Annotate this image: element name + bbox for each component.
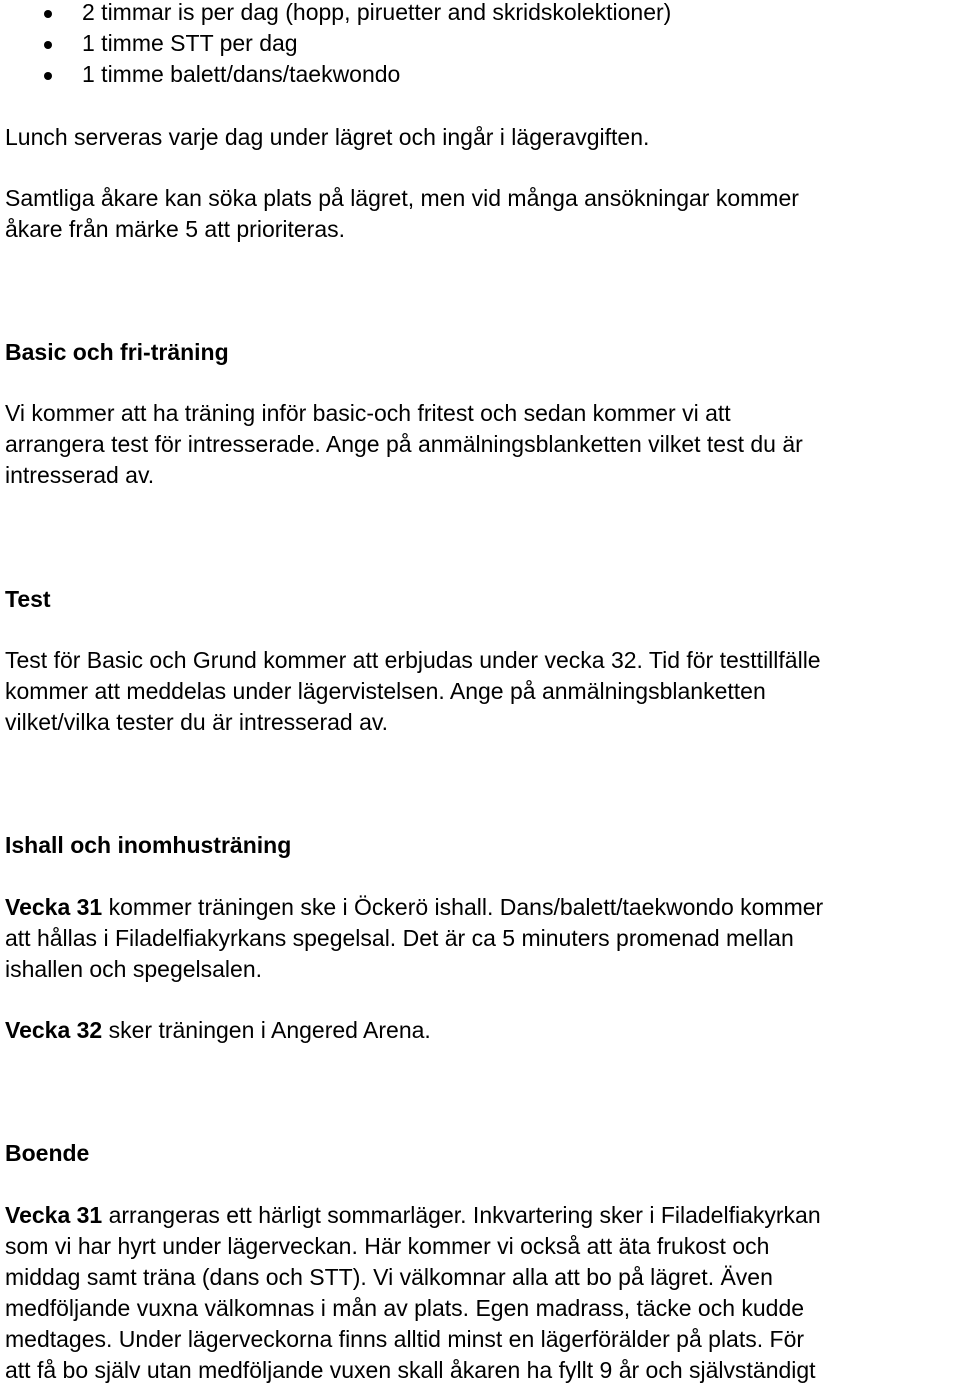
basic-paragraph-line: arrangera test för intresserade. Ange på anmälningsblanketten vilket test du är [5, 431, 803, 457]
list-item: 2 timmar is per dag (hopp, piruetter and skridskolektioner) [82, 0, 672, 25]
week-label: Vecka 31 [5, 894, 103, 920]
list-item: 1 timme balett/dans/taekwondo [82, 61, 401, 87]
ishall-text: sker träningen i Angered Arena. [102, 1017, 431, 1043]
boende-paragraph-line [5, 1200, 821, 1231]
boende-paragraph-line: middag samt träna (dans och STT). Vi välkomnar alla att bo på lägret. Även [5, 1264, 773, 1290]
priority-paragraph-line: åkare från märke 5 att prioriteras. [5, 216, 346, 242]
basic-paragraph-line: Vi kommer att ha träning inför basic-och fritest och sedan kommer vi att [5, 400, 731, 426]
test-paragraph-line: Test för Basic och Grund kommer att erbjudas under vecka 32. Tid för testtillfälle [5, 647, 821, 673]
section-heading-basic: Basic och fri-träning [5, 339, 229, 365]
bullet-dot [44, 10, 52, 18]
bullet-dot [44, 72, 52, 80]
boende-paragraph-line: medföljande vuxna välkomnas i mån av plats. Egen madrass, täcke och kudde [5, 1295, 805, 1321]
ishall-paragraph-line: ishallen och spegelsalen. [5, 956, 263, 982]
boende-paragraph-line: att få bo själv utan medföljande vuxen skall åkaren ha fyllt 9 år och självständigt [5, 1357, 816, 1383]
priority-paragraph-line: Samtliga åkare kan söka plats på lägret, men vid många ansökningar kommer [5, 185, 799, 211]
section-heading-ishall: Ishall och inomhusträning [5, 832, 292, 858]
list-item: 1 timme STT per dag [82, 30, 298, 56]
test-paragraph-line: kommer att meddelas under lägervistelsen. Ange på anmälningsblanketten [5, 678, 766, 704]
ishall-paragraph-line: att hållas i Filadelfiakyrkans spegelsal. Det är ca 5 minuters promenad mellan [5, 925, 794, 951]
week-label: Vecka 32 [5, 1017, 103, 1043]
bullet-dot [44, 41, 52, 49]
boende-text: arrangeras ett härligt sommarläger. Inkvartering sker i Filadelfiakyrkan [102, 1202, 821, 1228]
ishall-week32-line [5, 1015, 431, 1046]
ishall-text: kommer träningen ske i Öckerö ishall. Dans/balett/taekwondo kommer [102, 894, 824, 920]
section-heading-test: Test [5, 586, 51, 612]
test-paragraph-line: vilket/vilka tester du är intresserad av. [5, 709, 389, 735]
boende-paragraph-line: som vi har hyrt under lägerveckan. Här kommer vi också att äta frukost och [5, 1233, 770, 1259]
basic-paragraph-line: intresserad av. [5, 462, 155, 488]
boende-paragraph-line: medtages. Under lägerveckorna finns alltid minst en lägerförälder på plats. För [5, 1326, 805, 1352]
section-heading-boende: Boende [5, 1140, 90, 1166]
ishall-paragraph-line [5, 892, 823, 923]
lunch-paragraph: Lunch serveras varje dag under lägret och ingår i lägeravgiften. [5, 124, 650, 150]
week-label: Vecka 31 [5, 1202, 103, 1228]
